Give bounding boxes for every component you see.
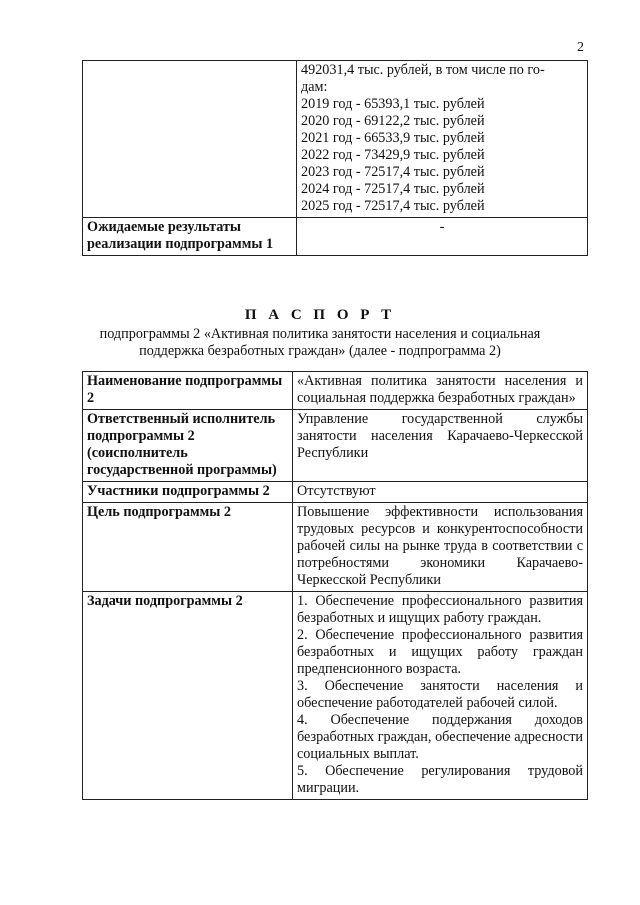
row-value: «Активная политика занятости населения и социальная поддержка безработных граждан» xyxy=(293,372,588,410)
funding-table xyxy=(82,60,588,256)
row-value: Управление государственной службы занятости населения Карачаево-Черкесской Республики xyxy=(293,410,588,482)
funding-line: 2021 год - 66533,9 тыс. рублей xyxy=(301,130,485,146)
funding-line: 2025 год - 72517,4 тыс. рублей xyxy=(301,198,485,214)
row-label: Цель подпрограммы 2 xyxy=(83,503,293,592)
passport-row-tasks xyxy=(83,592,588,800)
funding-line: 2024 год - 72517,4 тыс. рублей xyxy=(301,181,485,197)
funding-line: 2022 год - 73429,9 тыс. рублей xyxy=(301,147,485,163)
task-item: 3. Обеспечение занятости населения и обеспечение работодателей рабочей силой. xyxy=(297,678,583,711)
passport-row xyxy=(83,372,588,410)
passport-row xyxy=(83,503,588,592)
row-value: Повышение эффективности использования трудовых ресурсов и конкурентоспособности рабочей силы на рынке труда в соответствии с потребностями экономики Карачаево-Черкесской Республики xyxy=(293,503,588,592)
tasks-cell xyxy=(293,592,588,800)
funding-line: 2019 год - 65393,1 тыс. рублей xyxy=(301,96,485,112)
row-label: Наименование подпрограммы 2 xyxy=(83,372,293,410)
passport-title: П А С П О Р Т xyxy=(244,307,396,323)
passport-subtitle: подпрограммы 2 «Активная политика занятости населения и социальная поддержка безработных граждан» (далее - подпрограмма 2) xyxy=(99,326,541,359)
task-item: 5. Обеспечение регулирования трудовой миграции. xyxy=(297,763,583,796)
funding-line: 2020 год - 69122,2 тыс. рублей xyxy=(301,113,485,129)
passport-row xyxy=(83,482,588,503)
funding-row xyxy=(83,61,588,218)
task-item: 1. Обеспечение профессионального развития безработных и ищущих работу граждан. xyxy=(297,593,583,626)
passport-row xyxy=(83,410,588,482)
page-number: 2 xyxy=(577,40,584,55)
funding-empty-cell xyxy=(83,61,297,218)
results-value: - xyxy=(297,218,588,256)
task-item: 2. Обеспечение профессионального развития безработных и ищущих работу граждан предпенсионного возраста. xyxy=(297,627,583,677)
funding-value-cell xyxy=(297,61,588,218)
results-label: Ожидаемые результаты реализации подпрограммы 1 xyxy=(83,218,297,256)
tasks-label: Задачи подпрограммы 2 xyxy=(83,592,293,800)
row-label: Участники подпрограммы 2 xyxy=(83,482,293,503)
funding-line: 492031,4 тыс. рублей, в том числе по го- xyxy=(301,62,545,78)
funding-line: 2023 год - 72517,4 тыс. рублей xyxy=(301,164,485,180)
funding-line: дам: xyxy=(301,79,328,95)
passport-heading xyxy=(0,306,640,360)
results-row xyxy=(83,218,588,256)
row-label: Ответственный исполнитель подпрограммы 2 (соисполнитель государственной программы) xyxy=(83,410,293,482)
row-value: Отсутствуют xyxy=(293,482,588,503)
task-item: 4. Обеспечение поддержания доходов безработных граждан, обеспечение адресности социальных выплат. xyxy=(297,712,583,762)
passport-table xyxy=(82,371,588,800)
